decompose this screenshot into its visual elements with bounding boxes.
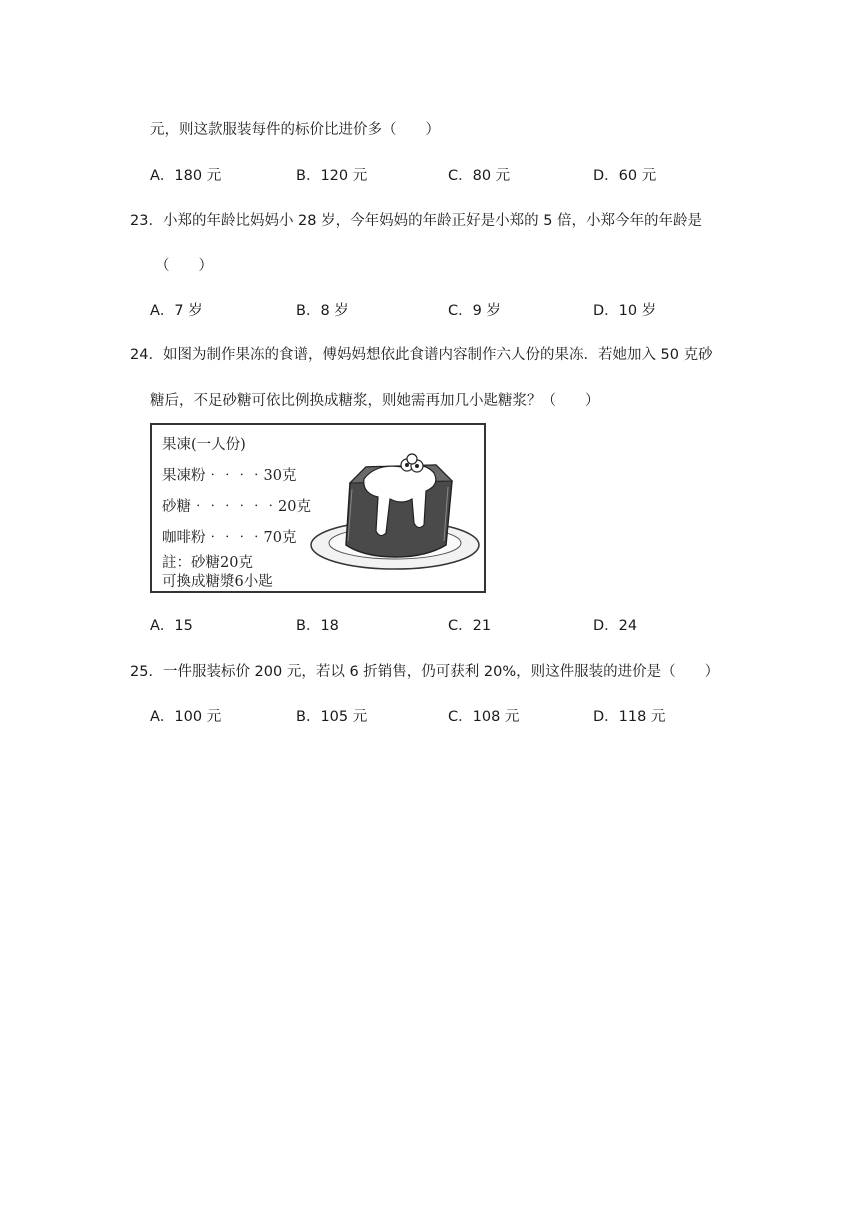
q22-option-d: D．60 元 <box>593 168 657 184</box>
q23-paren: （ ） <box>155 258 213 274</box>
recipe-item-coffee-powder: 咖啡粉‧‧‧‧70克 <box>162 530 297 546</box>
q25-option-a: A．100 元 <box>150 709 222 725</box>
recipe-figure <box>150 423 486 593</box>
q22-text: 元，则这款服装每件的标价比进价多（ ） <box>150 122 440 138</box>
recipe-note-line1: 註：砂糖20克 <box>162 555 253 571</box>
q24-text-cont: 糖后，不足砂糖可依比例换成糖浆，则她需再加几小匙糖浆？（ ） <box>150 393 600 409</box>
q24-option-c: C．21 <box>448 618 492 634</box>
q25-option-c: C．108 元 <box>448 709 520 725</box>
q25-option-d: D．118 元 <box>593 709 666 725</box>
q24-option-d: D．24 <box>593 618 638 634</box>
q25-text: 25．一件服装标价 200 元，若以 6 折销售，仍可获利 20%，则这件服装的进价是（ ） <box>130 664 720 680</box>
q22-option-a: A．180 元 <box>150 168 222 184</box>
q23-option-c: C．9 岁 <box>448 303 501 319</box>
q23-option-b: B．8 岁 <box>296 303 349 319</box>
jelly-on-plate-illustration <box>306 433 484 589</box>
q24-option-b: B．18 <box>296 618 339 634</box>
recipe-item-sugar: 砂糖‧‧‧‧‧‧20克 <box>162 499 311 515</box>
q23-option-d: D．10 岁 <box>593 303 657 319</box>
q23-option-a: A．7 岁 <box>150 303 203 319</box>
q23-text: 23．小郑的年龄比妈妈小 28 岁，今年妈妈的年龄正好是小郑的 5 倍，小郑今年的年龄是 <box>130 213 703 229</box>
q24-text: 24．如图为制作果冻的食谱，傅妈妈想依此食谱内容制作六人份的果冻．若她加入 50 克砂 <box>130 347 713 363</box>
q25-option-b: B．105 元 <box>296 709 368 725</box>
q24-option-a: A．15 <box>150 618 193 634</box>
q22-option-b: B．120 元 <box>296 168 368 184</box>
recipe-item-jelly-powder: 果凍粉‧‧‧‧30克 <box>162 468 297 484</box>
recipe-note-line2: 可換成糖漿6小匙 <box>162 574 273 590</box>
q22-option-c: C．80 元 <box>448 168 511 184</box>
recipe-title: 果凍(一人份) <box>162 437 246 453</box>
